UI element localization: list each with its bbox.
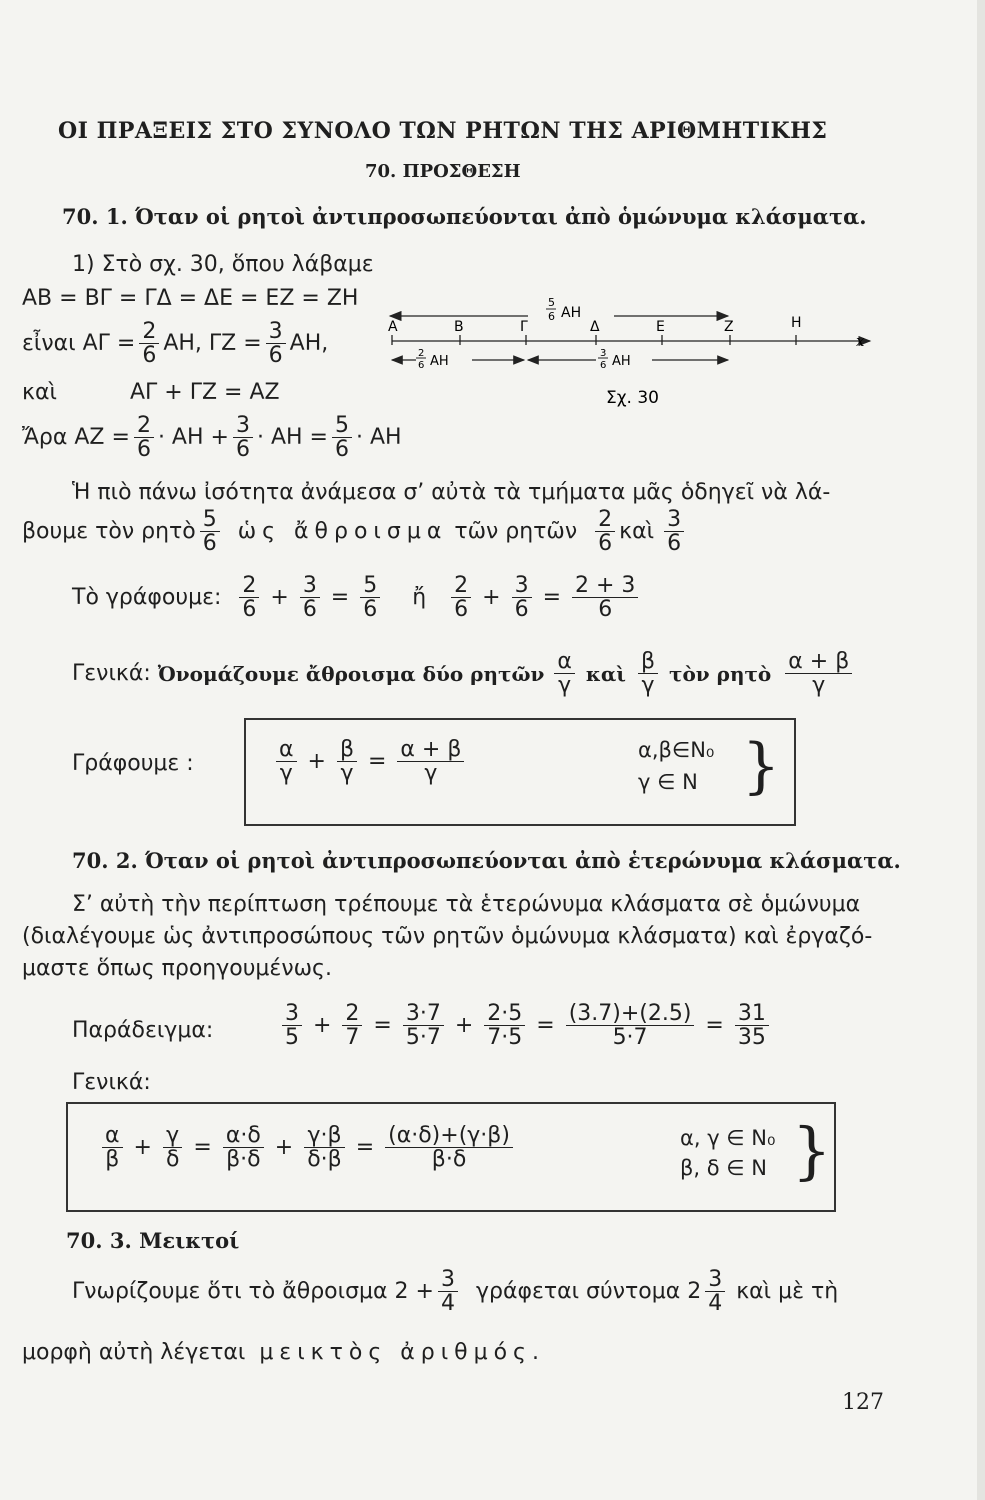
text-ara: Ἄρα ΑΖ = [22,425,130,451]
top-frac-5: 5 [548,296,555,309]
chapter-title: ΟΙ ΠΡΑΞΕΙΣ ΣΤΟ ΣΥΝΟΛΟ ΤΩΝ ΡΗΤΩΝ ΤΗΣ ΑΡΙΘΜΗΤΙΚΗΣ [58,118,828,144]
fraction-2plus3-6: $\frac{2 + 3}{6}$ [572,574,638,621]
text-einai: εἶναι ΑΓ = [22,331,136,357]
text-genika: Γενικά: [72,661,151,687]
fraction-3-4: $\frac{3}{4}$ [438,1268,458,1315]
label-x: x [856,332,865,350]
text-genika-2: Γενικά: [72,1070,151,1095]
text-dot-ah-plus: · ΑΗ + [157,425,229,451]
text-ah-2: ΑΗ, [289,331,329,357]
p5-line3: μαστε ὅπως προηγουμένως. [22,956,332,981]
p5-line2: (διαλέγουμε ὡς ἀντιπροσώπους τῶν ρητῶν ὁμώνυμα κλάσματα) καὶ ἐργαζό- [22,924,873,949]
text-dot-ah: · ΑΗ [355,425,402,451]
fraction-3-6: $\frac{3}{6}$ [664,508,684,555]
box2-formula: $\frac{\alpha}{\beta}$ + $\frac{\gamma}{\delta}$ = $\frac{\alpha\cdot\delta}{\beta\cdot\delta}$ + $\frac{\gamma\cdot\beta}{\delta\cdot\beta}$ = $\frac{(\alpha\cdot\delta)+(\gamma\cdot\beta)}{\beta\cdot\delta}$ [98,1124,517,1171]
equal-segments: ΑΒ = ΒΓ = ΓΔ = ΔΕ = ΕΖ = ΖΗ [22,286,359,311]
subsection-70-1 [62,204,867,229]
fraction-alpha-gamma: $\frac{\alpha}{\gamma}$ [276,738,297,785]
figure-30 [378,292,888,412]
text-gnorizoume: Γνωρίζουμε ὅτι τὸ ἄθροισμα 2 + [72,1279,434,1305]
text-morfi: μορφὴ αὐτὴ λέγεται [22,1340,246,1365]
text-boume: βουμε τὸν ρητὸ [22,519,196,545]
fraction-apb-gamma: $\frac{\alpha + \beta}{\gamma}$ [785,650,852,697]
label-g: Γ [520,319,528,335]
fraction-sum-5x7: $\frac{(3.7)+(2.5)}{5\cdot 7}$ [566,1002,695,1049]
subsection-number: 70. 3. [66,1228,132,1253]
fraction-alpha-gamma: $\frac{\alpha}{\gamma}$ [554,650,575,697]
box1-formula: $\frac{\alpha}{\gamma}$ + $\frac{\beta}{\gamma}$ = $\frac{\alpha + \beta}{\gamma}$ [272,738,468,785]
text-grafoume: Γράφουμε : [72,751,194,776]
fraction-gamma-delta: $\frac{\gamma}{\delta}$ [163,1124,182,1171]
condition-gamma: γ ∈ N [638,770,698,794]
fraction-gb-db: $\frac{\gamma\cdot\beta}{\delta\cdot\beta}$ [304,1124,345,1171]
top-frac-6: 6 [548,310,555,323]
fraction-beta-gamma: $\frac{\beta}{\gamma}$ [638,650,658,697]
fraction-5-6: $\frac{5}{6}$ [332,414,352,461]
text-paradeigma: Παράδειγμα: [72,1018,214,1043]
intro-text: 1) Στὸ σχ. 30, ὅπου λάβαμε [72,252,374,277]
formula-box-2 [66,1102,836,1212]
section-title: 70. ΠΡΟΣΘΕΣΗ [365,161,521,182]
fraction-beta-gamma: $\frac{\beta}{\gamma}$ [337,738,357,785]
example-formula: $\frac{3}{5}$ + $\frac{2}{7}$ = $\frac{3\cdot 7}{5\cdot 7}$ + $\frac{2\cdot 5}{7\cdot 5}$ = $\frac{(3.7)+(2.5)}{5\cdot 7}$ = $\frac{31}{35}$ [278,1002,773,1049]
text-kai-me-ti: καὶ μὲ τὴ [736,1279,839,1305]
gz-len-label: ΑΗ [612,354,631,369]
subsection-70-2 [72,848,901,873]
figure-caption: Σχ. 30 [606,388,660,408]
definition-kai: καὶ [585,661,626,686]
fraction-2x5-7x5: $\frac{2\cdot 5}{7\cdot 5}$ [484,1002,525,1049]
fraction-5-6: $\frac{5}{6}$ [360,574,380,621]
fraction-3-6: $\frac{3}{6}$ [233,414,253,461]
definition-text: Ὀνομάζουμε ἄθροισμα δύο ρητῶν [157,661,545,686]
text-dot-ah-eq: · ΑΗ = [256,425,328,451]
fraction-sum-bd: $\frac{(\alpha\cdot\delta)+(\gamma\cdot\beta)}{\beta\cdot\delta}$ [385,1124,513,1171]
ag-frac-6: 6 [418,360,425,371]
fraction-apb-gamma: $\frac{\alpha + \beta}{\gamma}$ [397,738,464,785]
label-b: Β [454,319,464,335]
formula-box-1 [244,718,796,826]
condition-beta-delta: β, δ ∈ N [680,1156,767,1180]
text-ton-riton: τῶν ρητῶν [454,519,578,545]
text-gz: ΓΖ = [208,331,262,357]
label-z: Ζ [724,319,734,335]
subsection-title: Μεικτοί [139,1228,240,1253]
label-a: Α [388,319,398,335]
ticks [392,335,796,345]
fraction-ad-bd: $\frac{\alpha\cdot\delta}{\beta\cdot\delta}$ [223,1124,264,1171]
text-kai: καὶ [22,380,57,405]
definition-ton-rito: τὸν ρητὸ [669,661,772,686]
fraction-2-6: $\frac{2}{6}$ [451,574,471,621]
text-grafetai: γράφεται σύντομα 2 [475,1279,702,1305]
label-h: Η [791,315,802,331]
ag-len-label: ΑΗ [430,354,449,369]
term-meiktos-arithmos: μεικτὸς ἀριθμός. [259,1340,545,1365]
text-or: ἤ [412,585,427,611]
subsection-number: 70. 1. [62,204,128,229]
ara-line [22,414,402,461]
page-number: 127 [842,1390,884,1415]
fraction-5-6: $\frac{5}{6}$ [200,508,220,555]
fraction-3-6: $\frac{3}{6}$ [300,574,320,621]
p3-line: Τὸ γράφουμε: $\frac{2}{6}$ + $\frac{3}{6}$ = $\frac{5}{6}$ ἤ $\frac{2}{6}$ + $\frac{3}{6}$ = $\frac{2 + 3}{6}$ [72,574,642,621]
gz-frac-6: 6 [600,360,607,371]
label-e: Ε [656,319,665,335]
ag-frac-2: 2 [418,348,425,359]
fraction-2-7: $\frac{2}{7}$ [342,1002,362,1049]
term-athroisma: ὡς ἄθροισμα [237,519,448,545]
fraction-2-6: $\frac{2}{6}$ [134,414,154,461]
fraction-2-6: $\frac{2}{6}$ [239,574,259,621]
fraction-31-35: $\frac{31}{35}$ [735,1002,769,1049]
fraction-2-6: $\frac{2}{6}$ [139,320,159,367]
page-edge [977,0,985,1500]
fraction-3-5: $\frac{3}{5}$ [282,1002,302,1049]
p5-line1: Σ’ αὐτὴ τὴν περίπτωση τρέπουμε τὰ ἑτερώνυμα κλάσματα σὲ ὁμώνυμα [72,892,861,917]
fraction-3-4: $\frac{3}{4}$ [705,1268,725,1315]
p2-line2 [22,508,688,555]
sum-equation: ΑΓ + ΓΖ = ΑΖ [130,380,280,405]
subsection-title: Όταν οἱ ρητοὶ ἀντιπροσωπεύονται ἀπὸ ἑτερώνυμα κλάσματα. [145,848,901,873]
subsection-number: 70. 2. [72,848,138,873]
label-d: Δ [590,319,600,335]
subsection-70-3 [66,1228,239,1253]
p4-line [72,650,856,697]
fraction-3x7-5x7: $\frac{3\cdot 7}{5\cdot 7}$ [403,1002,444,1049]
fraction-3-6: $\frac{3}{6}$ [512,574,532,621]
p6-line2 [22,1340,545,1365]
p6-line1 [72,1268,838,1315]
right-brace: } [792,1114,832,1187]
right-brace: } [742,731,781,801]
text-kai: καὶ [619,519,655,545]
text-to-grafoume: Τὸ γράφουμε: [72,585,222,611]
subsection-title: Όταν οἱ ρητοὶ ἀντιπροσωπεύονται ἀπὸ ὁμώνυμα κλάσματα. [135,204,867,229]
top-len-label: ΑΗ [561,305,582,321]
ag-gz-line [22,320,328,367]
gz-frac-3: 3 [600,348,607,359]
p2-line1: Ἡ πιὸ πάνω ἰσότητα ἀνάμεσα σ’ αὐτὰ τὰ τμήματα μᾶς ὁδηγεῖ νὰ λά- [72,480,831,505]
text-ah: ΑΗ, [163,331,202,357]
fraction-alpha-beta: $\frac{\alpha}{\beta}$ [102,1124,123,1171]
fraction-2-6: $\frac{2}{6}$ [595,508,615,555]
fraction-3-6: $\frac{3}{6}$ [266,320,286,367]
condition-alpha-beta: α,β∈N₀ [638,738,715,762]
condition-alpha-gamma: α, γ ∈ N₀ [680,1126,776,1150]
